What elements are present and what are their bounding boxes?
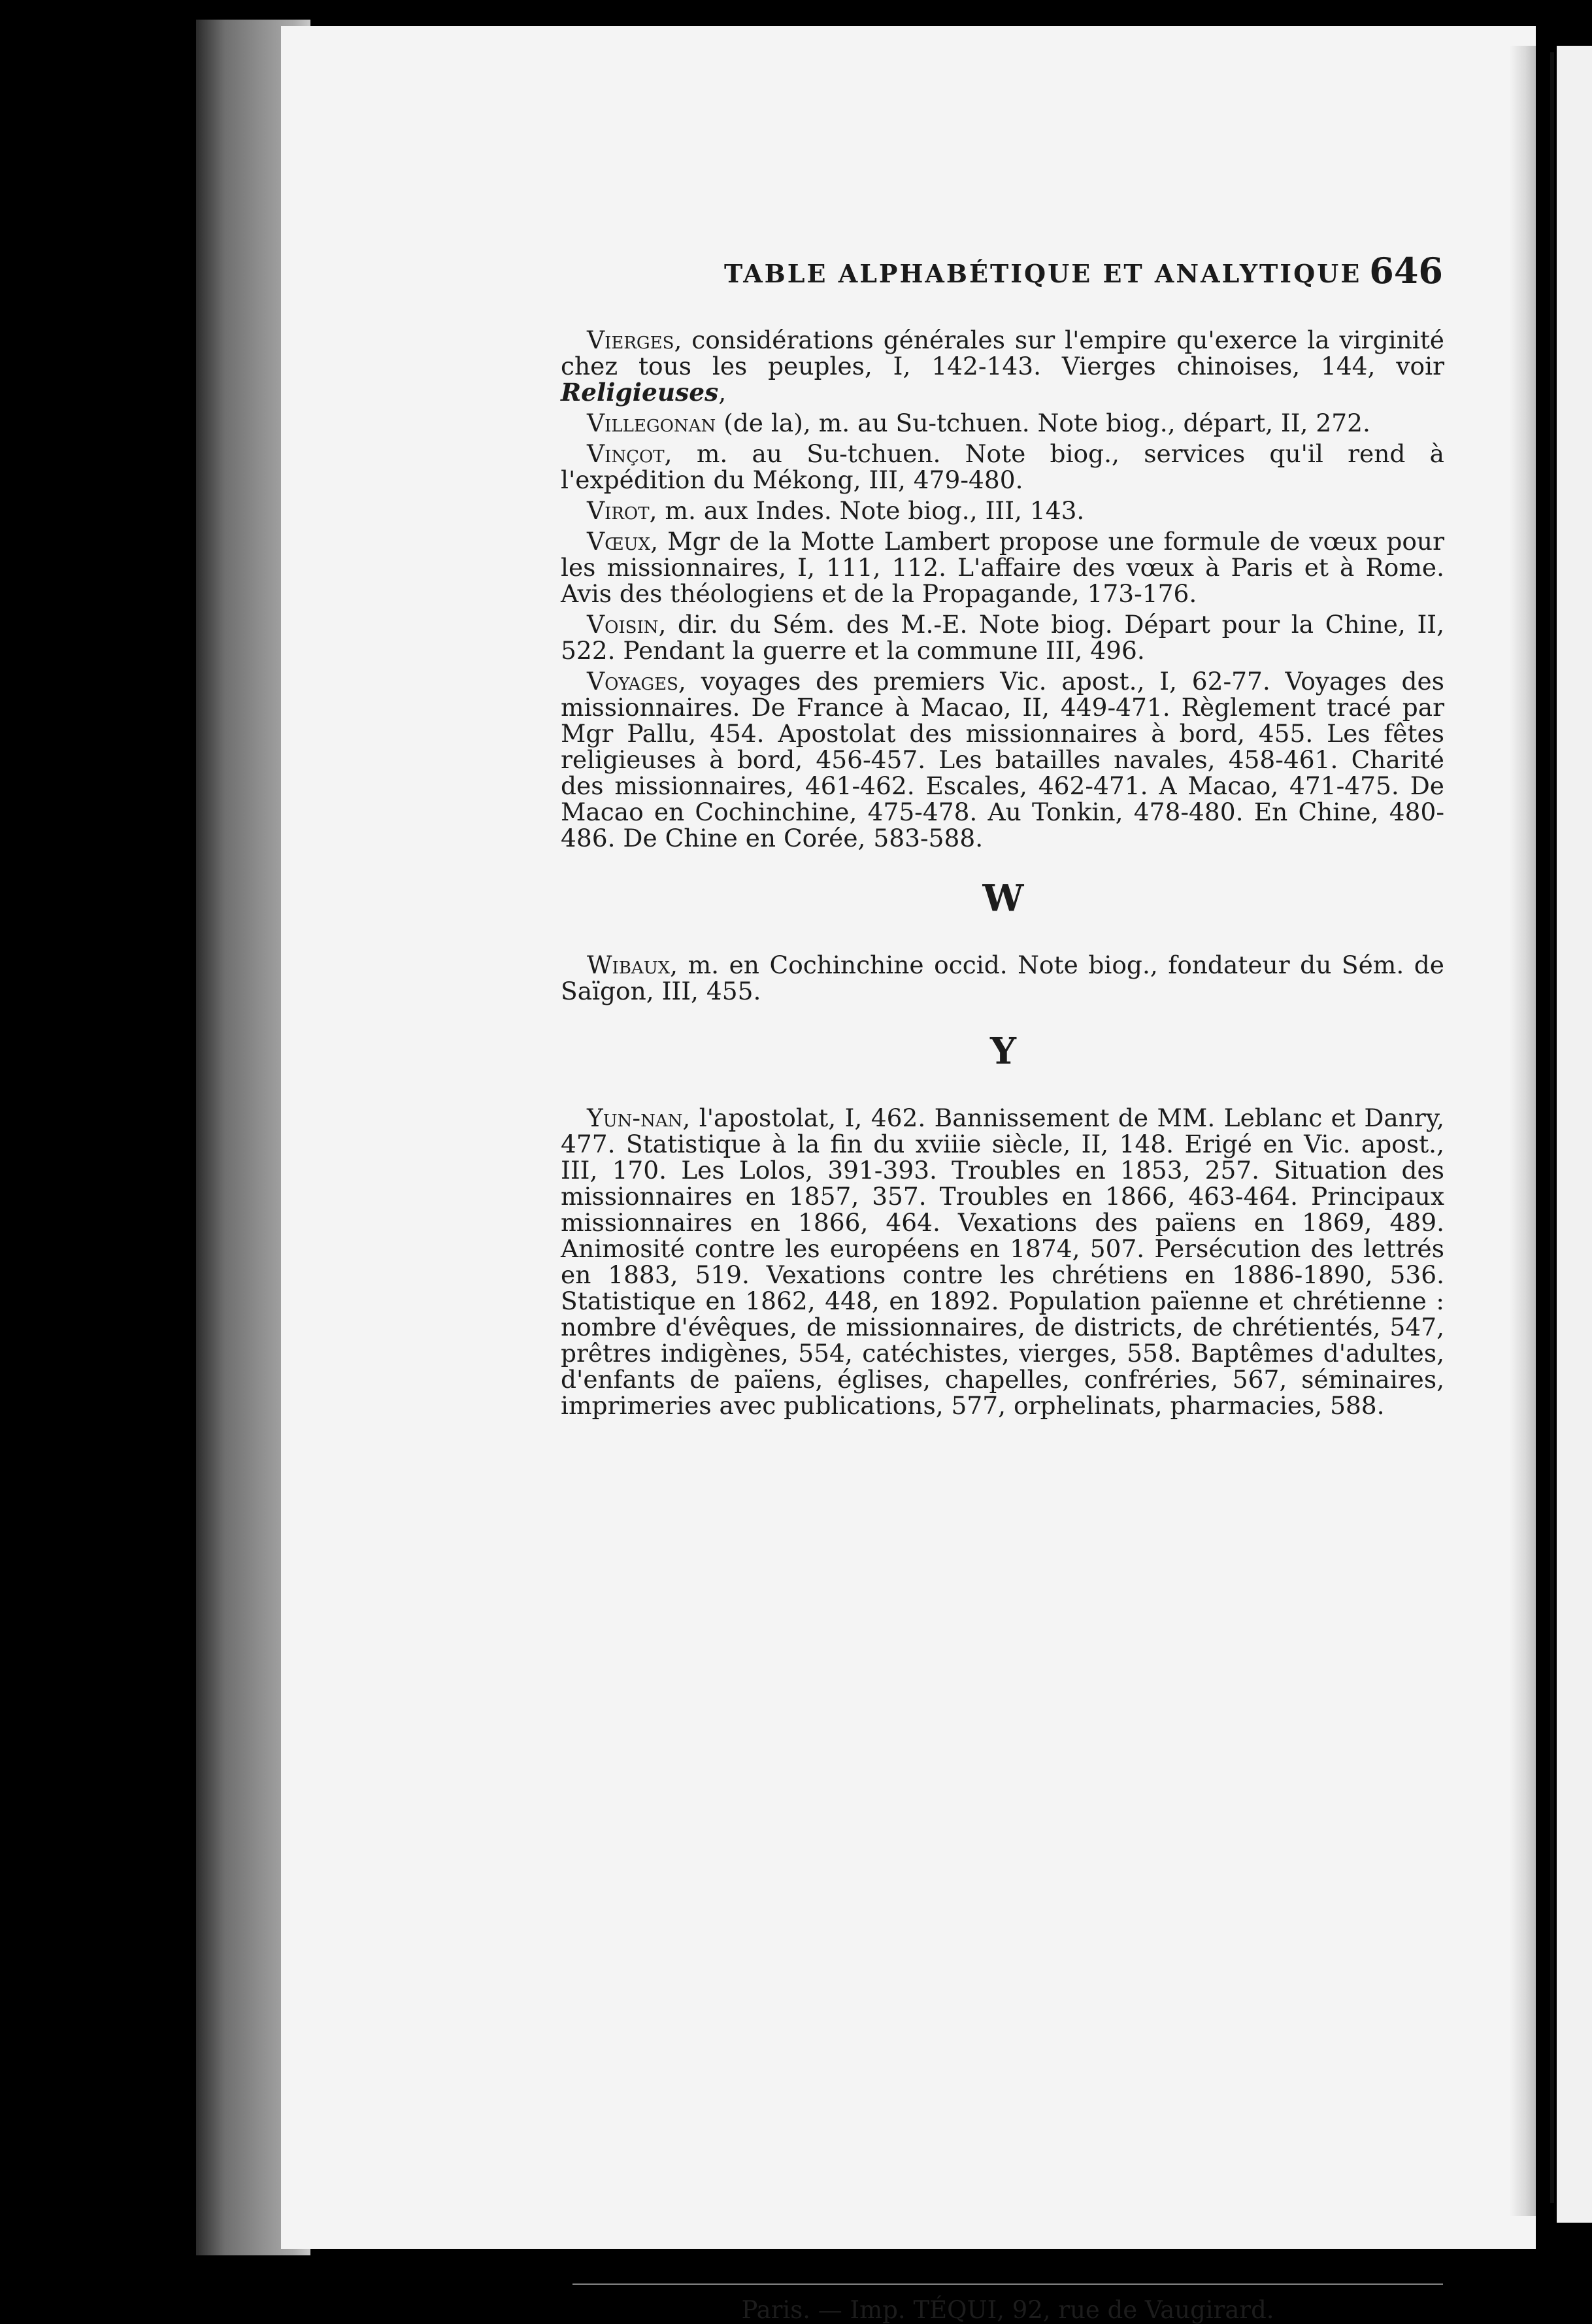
entry-headword: Villegonan	[587, 409, 716, 437]
section-v	[561, 327, 1444, 851]
entry-headword: Voisin	[587, 610, 659, 639]
entry-text: , m. au Su-tchuen. Note biog., services qu'il rend à l'expédition du Mékong, III, 479-480.	[561, 439, 1444, 494]
section-w	[561, 952, 1444, 1004]
index-entry	[561, 611, 1444, 664]
index-entry	[561, 1105, 1444, 1419]
entry-text: , considérations générales sur l'empire qu'exerce la virginité chez tous les peuples, I, 142-143. Vierges chinoises, 144, voir	[561, 326, 1444, 380]
entry-cross-reference: Religieuses	[561, 378, 719, 407]
entry-text: , dir. du Sém. des M.-E. Note biog. Départ pour la Chine, II, 522. Pendant la guerre et la commune III, 496.	[561, 610, 1444, 665]
next-page-edge	[1557, 46, 1592, 2223]
page-number: 646	[1369, 250, 1443, 292]
index-entry	[561, 497, 1444, 524]
page-fold-shadow	[1510, 46, 1536, 2216]
index-entry	[561, 327, 1444, 405]
entry-text: (de la), m. au Su-tchuen. Note biog., départ, II, 272.	[716, 409, 1370, 437]
index-entry	[561, 441, 1444, 493]
index-entry	[561, 952, 1444, 1004]
index-entry	[561, 528, 1444, 607]
entry-headword: Voyages	[587, 667, 678, 696]
entry-text: , voyages des premiers Vic. apost., I, 62-77. Voyages des missionnaires. De France à Macao, II, 449-471. Règlement tracé par Mgr Pallu, 454. Apostolat des missionnaires à bord, 455. Les fêtes religieuses à bord, 456-457. Les batailles navales, 458-461. Charité des missionnaires, 461-462. Escales, 462-471. A Macao, 471-475. De Macao en Cochinchine, 475-478. Au Tonkin, 478-480. En Chine, 480-486. De Chine en Corée, 583-588.	[561, 667, 1444, 852]
entry-headword: Vinçot	[587, 439, 665, 468]
index-entry	[561, 410, 1444, 436]
entry-headword: Vœux	[587, 527, 651, 556]
page-header	[724, 250, 1443, 295]
entry-headword: Vierges	[587, 326, 674, 354]
letter-heading-w: W	[982, 877, 1023, 920]
entry-text: , m. en Cochinchine occid. Note biog., fondateur du Sém. de Saïgon, III, 455.	[561, 951, 1444, 1005]
entry-headword: Wibaux	[587, 951, 671, 979]
entry-text: , m. aux Indes. Note biog., III, 143.	[649, 496, 1085, 525]
entry-text: , Mgr de la Motte Lambert propose une formule de vœux pour les missionnaires, I, 111, 112. L'affaire des vœux à Paris et à Rome. Avis des théologiens et de la Propagande, 173-176.	[561, 527, 1444, 608]
entry-text: , l'apostolat, I, 462. Bannissement de MM. Leblanc et Danry, 477. Statistique à la fin du xviiie siècle, II, 148. Erigé en Vic. apost., III, 170. Les Lolos, 391-393. Troubles en 1853, 257. Situation des missionnaires en 1857, 357. Troubles en 1866, 463-464. Principaux missionnaires en 1866, 464. Vexations des païens en 1869, 489. Animosité contre les européens en 1874, 507. Persécution des lettrés en 1883, 519. Vexations contre les chrétiens en 1886-1890, 536. Statistique en 1862, 448, en 1892. Population païenne et chrétienne : nombre d'évêques, de missionnaires, de districts, de chrétientés, 547, prêtres indigènes, 554, catéchistes, vierges, 558. Baptêmes d'adultes, d'enfants de païens, églises, chapelles, confréries, 567, séminaires, imprimeries avec publications, 577, orphelinats, pharmacies, 588.	[561, 1103, 1444, 1420]
index-content	[561, 327, 1444, 1423]
letter-heading-y: Y	[990, 1030, 1015, 1073]
entry-headword: Virot	[587, 496, 650, 525]
section-y	[561, 1105, 1444, 1419]
gutter-line	[1550, 52, 1554, 2203]
entry-tail: ,	[718, 378, 727, 407]
index-entry	[561, 668, 1444, 851]
footer-rule	[572, 2283, 1443, 2285]
entry-headword: Yun-nan	[587, 1103, 683, 1132]
running-title: TABLE ALPHABÉTIQUE ET ANALYTIQUE	[724, 259, 1362, 288]
printer-imprint: Paris. — Imp. TÉQUI, 92, rue de Vaugirard.	[741, 2296, 1274, 2324]
